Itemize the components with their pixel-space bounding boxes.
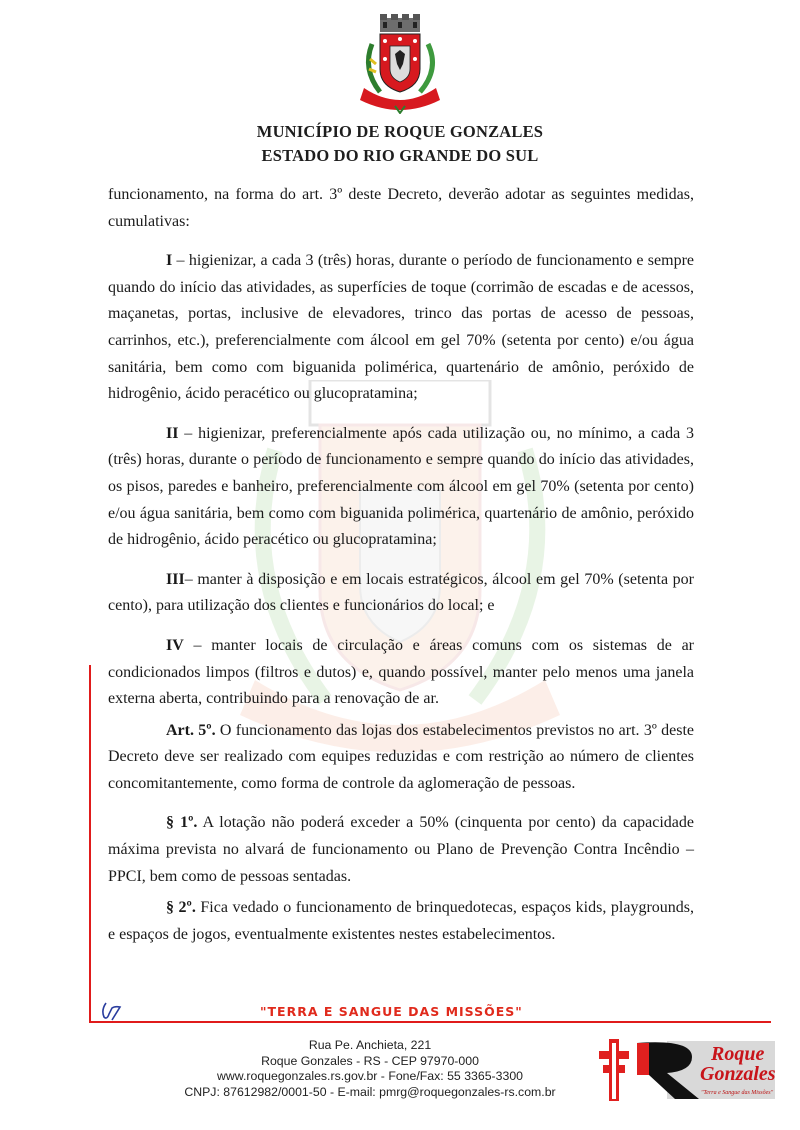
roque-gonzales-logo <box>597 1035 777 1105</box>
footer-motto: "TERRA E SANGUE DAS MISSÕES" <box>260 1004 523 1019</box>
footer-address: Rua Pe. Anchieta, 221 <box>308 1038 432 1052</box>
item-ii-text: – higienizar, preferencialmente após cada utilização ou, no mínimo, a cada 3 (três) horas, durante o período de funcionamento e sempre quando do início das atividades, os pisos, paredes e banheiro, preferencialmente com álcool em gel 70% (setenta por cento) e/ou água sanitária, bem como com biguanida polimérica, quartenário de amônio, peróxido de hidrogênio, ácido peracético ou glucopratamina; <box>108 424 694 549</box>
item-iii-label: III <box>166 570 185 588</box>
item-i <box>108 248 694 408</box>
footer-contact <box>180 1038 560 1100</box>
paragraph-2-text: Fica vedado o funcionamento de brinquedotecas, espaços kids, playgrounds, e espaços de jogos, eventualmente existentes nestes estabelecimentos. <box>108 899 695 943</box>
item-iv <box>108 633 694 713</box>
footer-cnpj-email: CNPJ: 87612982/0001-50 - E-mail: pmrg@roquegonzales-rs.com.br <box>184 1084 556 1099</box>
article-5-text: O funcionamento das lojas dos estabelecimentos previstos no art. 3º deste Decreto deve ser realizado com equipes reduzidas e com restrição ao número de clientes concomitantemente, como forma de controle da aglomeração de pessoas. <box>108 721 694 792</box>
article-5-label: Art. 5º. <box>166 721 216 739</box>
red-margin-vertical-line <box>89 665 91 1023</box>
paragraph-2-label: § 2º. <box>166 899 196 917</box>
intro-paragraph: funcionamento, na forma do art. 3º deste Decreto, deverão adotar as seguintes medidas, cumulativas: <box>108 186 694 230</box>
header-municipality: MUNICÍPIO DE ROQUE GONZALES <box>256 122 544 141</box>
item-i-text: – higienizar, a cada 3 (três) horas, durante o período de funcionamento e sempre quando do início das atividades, as superfícies de toque (corrimão de escadas e de acessos, maçanetas, portas, inclusive de elevadores, trinco das portas de acesso de pessoas, carrinhos, etc.), preferencialmente com álcool em gel 70% (setenta por cento) e/ou água sanitária, bem como com biguanida polimérica, quartenário de amônio, peróxido de hidrogênio, ácido peracético ou glucopratamina; <box>108 252 694 403</box>
paragraph-2 <box>108 895 694 948</box>
item-iii-text: – manter à disposição e em locais estratégicos, álcool em gel 70% (setenta por cento), para utilização dos clientes e funcionários do local; e <box>108 570 694 615</box>
item-ii-label: II <box>166 424 179 442</box>
logo-tagline: "Terra e Sangue das Missões" <box>701 1090 774 1096</box>
paragraph-1-label: § 1º. <box>166 814 198 832</box>
footer-city: Roque Gonzales - RS - CEP 97970-000 <box>261 1053 479 1068</box>
paragraph-1-text: A lotação não poderá exceder a 50% (cinquenta por cento) da capacidade máxima prevista no alvará de funcionamento ou Plano de Prevenção Contra Incêndio – PPCI, bem como de pessoas sentadas. <box>108 814 695 885</box>
item-iv-label: IV <box>166 636 184 654</box>
handwritten-initials <box>100 1000 126 1022</box>
footer-web-phone: www.roquegonzales.rs.gov.br - Fone/Fax: 55 3365-3300 <box>217 1069 523 1083</box>
logo-text-roque: Roque <box>711 1043 765 1065</box>
header-state: ESTADO DO RIO GRANDE DO SUL <box>261 146 539 165</box>
document-body <box>108 182 694 948</box>
logo-text-gonzales: Gonzales <box>700 1063 776 1085</box>
paragraph-1 <box>108 810 694 890</box>
item-iv-text: – manter locais de circulação e áreas comuns com os sistemas de ar condicionados limpos (filtros e dutos) e, quando possível, manter pelo menos uma janela externa aberta, contribuindo para a renovação de ar. <box>108 636 694 708</box>
red-footer-rule <box>89 1021 771 1023</box>
item-i-label: I <box>166 252 173 270</box>
municipal-crest-logo <box>350 14 450 114</box>
item-iii <box>108 567 694 620</box>
article-5 <box>108 718 694 798</box>
item-ii <box>108 421 694 554</box>
